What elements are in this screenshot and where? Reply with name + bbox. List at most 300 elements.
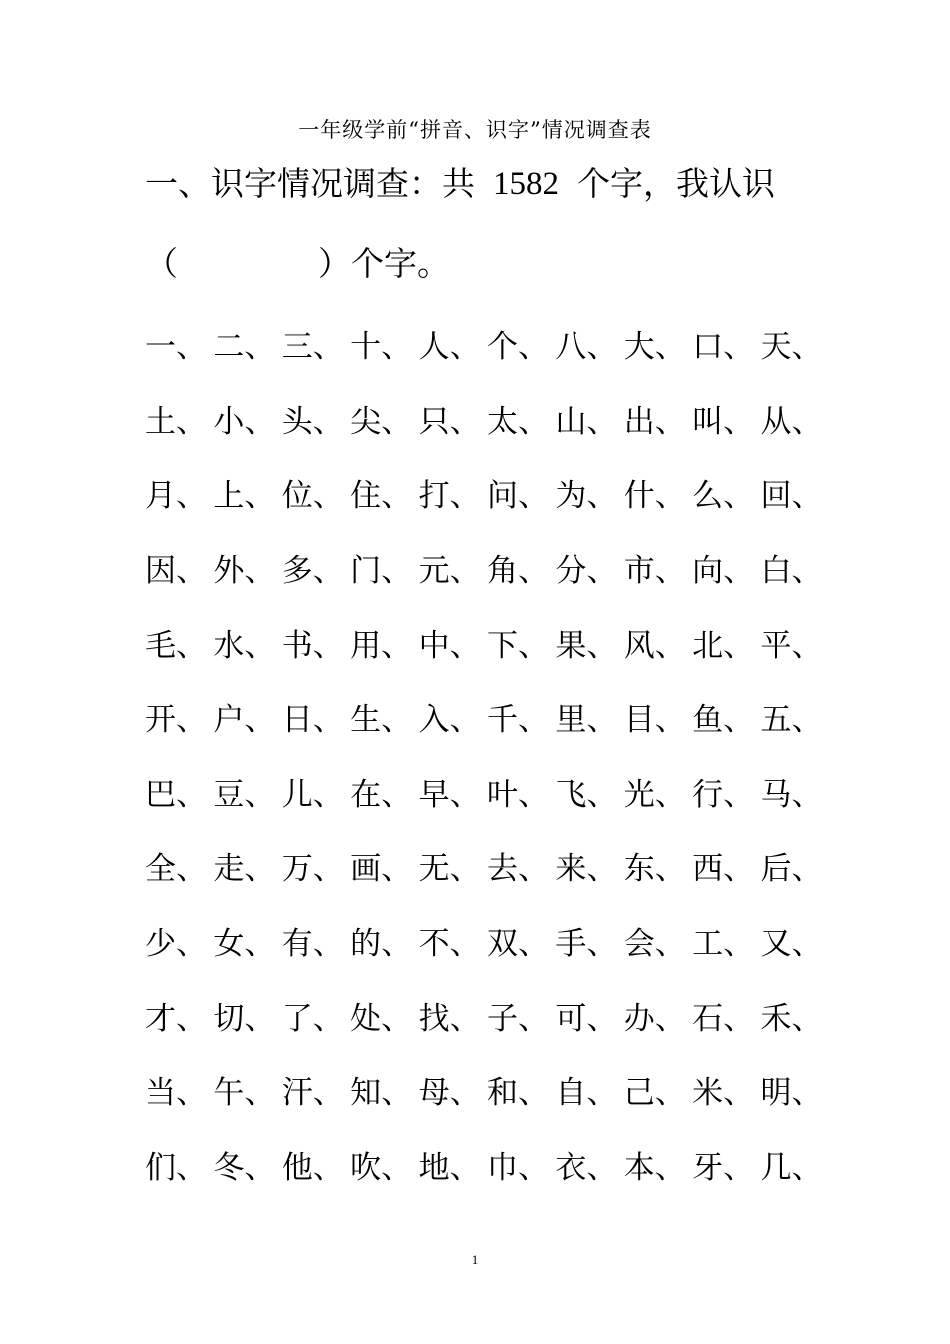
char-separator: 、 — [176, 851, 207, 888]
char-separator: 、 — [586, 851, 618, 888]
heading-prefix: 一、识字情况调查：共 — [145, 164, 475, 203]
char-item — [145, 398, 213, 446]
char-glyph: 办 — [623, 1000, 655, 1037]
char-glyph: 后 — [760, 851, 792, 888]
char-item — [624, 398, 692, 446]
char-item — [419, 1069, 487, 1117]
char-item — [282, 472, 350, 520]
char-separator: 、 — [791, 1000, 823, 1037]
char-item — [487, 845, 555, 893]
char-glyph: 用 — [350, 627, 382, 664]
char-separator: 、 — [791, 851, 823, 888]
char-item — [487, 995, 555, 1043]
section-heading — [145, 160, 825, 288]
char-item — [145, 696, 213, 744]
char-item — [692, 622, 760, 670]
char-separator: 、 — [723, 851, 755, 888]
char-item — [282, 771, 350, 819]
char-separator: 、 — [381, 329, 413, 366]
char-glyph: 什 — [623, 478, 655, 515]
char-item — [419, 995, 487, 1043]
char-row — [145, 1131, 835, 1206]
char-item — [692, 696, 760, 744]
char-separator: 、 — [244, 926, 276, 963]
char-separator: 、 — [517, 553, 549, 590]
char-item — [692, 547, 760, 595]
char-glyph: 米 — [692, 1075, 724, 1112]
char-separator: 、 — [449, 926, 481, 963]
char-item — [624, 1069, 692, 1117]
char-separator: 、 — [586, 553, 618, 590]
char-item — [419, 1144, 487, 1192]
char-glyph: 们 — [145, 1149, 176, 1186]
char-item — [761, 920, 829, 968]
char-item — [487, 1069, 555, 1117]
char-glyph: 天 — [760, 329, 792, 366]
char-row — [145, 1056, 835, 1131]
char-item — [350, 995, 418, 1043]
char-glyph: 出 — [623, 403, 655, 440]
char-item — [761, 622, 829, 670]
char-row — [145, 534, 835, 609]
char-separator: 、 — [654, 1075, 686, 1112]
char-glyph: 毛 — [145, 627, 176, 664]
char-glyph: 飞 — [555, 776, 587, 813]
char-separator: 、 — [723, 553, 755, 590]
char-item — [692, 323, 760, 371]
char-separator: 、 — [312, 1075, 344, 1112]
char-separator: 、 — [312, 553, 344, 590]
char-item — [419, 845, 487, 893]
char-glyph: 牙 — [692, 1149, 724, 1186]
char-glyph: 午 — [213, 1075, 245, 1112]
char-glyph: 母 — [418, 1075, 450, 1112]
char-separator: 、 — [517, 1000, 549, 1037]
char-glyph: 入 — [418, 702, 450, 739]
char-separator: 、 — [517, 1075, 549, 1112]
char-separator: 、 — [654, 776, 686, 813]
char-separator: 、 — [381, 627, 413, 664]
char-glyph: 无 — [418, 851, 450, 888]
char-item — [692, 845, 760, 893]
char-glyph: 几 — [760, 1149, 792, 1186]
char-glyph: 人 — [418, 329, 450, 366]
char-glyph: 向 — [692, 553, 724, 590]
char-separator: 、 — [449, 403, 481, 440]
char-separator: 、 — [723, 702, 755, 739]
char-separator: 、 — [654, 1000, 686, 1037]
char-separator: 、 — [517, 702, 549, 739]
char-glyph: 日 — [281, 702, 313, 739]
char-item — [692, 1069, 760, 1117]
char-glyph: 行 — [692, 776, 724, 813]
char-item — [350, 472, 418, 520]
char-separator: 、 — [723, 1149, 755, 1186]
char-item — [350, 1144, 418, 1192]
char-item — [350, 696, 418, 744]
char-separator: 、 — [654, 627, 686, 664]
char-separator: 、 — [586, 403, 618, 440]
char-separator: 、 — [449, 1000, 481, 1037]
char-item — [213, 1069, 281, 1117]
page-number: 1 — [471, 1252, 479, 1267]
char-separator: 、 — [244, 627, 276, 664]
char-item — [555, 696, 623, 744]
char-item — [555, 547, 623, 595]
char-item — [555, 771, 623, 819]
char-separator: 、 — [654, 329, 686, 366]
char-glyph: 头 — [281, 403, 313, 440]
char-item — [761, 547, 829, 595]
char-glyph: 女 — [213, 926, 245, 963]
char-glyph: 处 — [350, 1000, 382, 1037]
char-separator: 、 — [586, 926, 618, 963]
char-glyph: 己 — [623, 1075, 655, 1112]
char-glyph: 巾 — [486, 1149, 518, 1186]
char-item — [145, 472, 213, 520]
char-separator: 、 — [449, 329, 481, 366]
char-glyph: 石 — [692, 1000, 724, 1037]
char-item — [419, 771, 487, 819]
char-item — [487, 1144, 555, 1192]
char-glyph: 开 — [145, 702, 176, 739]
char-glyph: 知 — [350, 1075, 382, 1112]
char-glyph: 大 — [623, 329, 655, 366]
char-item — [692, 920, 760, 968]
char-separator: 、 — [723, 329, 755, 366]
char-row — [145, 459, 835, 534]
char-separator: 、 — [586, 329, 618, 366]
character-grid — [145, 310, 835, 1205]
char-separator: 、 — [312, 1149, 344, 1186]
char-item — [350, 771, 418, 819]
char-item — [624, 622, 692, 670]
char-separator: 、 — [449, 702, 481, 739]
char-glyph: 从 — [760, 403, 792, 440]
char-glyph: 外 — [213, 553, 245, 590]
char-item — [282, 1069, 350, 1117]
char-glyph: 有 — [281, 926, 313, 963]
char-separator: 、 — [449, 1075, 481, 1112]
char-separator: 、 — [517, 403, 549, 440]
char-separator: 、 — [517, 478, 549, 515]
char-glyph: 了 — [281, 1000, 313, 1037]
char-glyph: 角 — [486, 553, 518, 590]
char-item — [761, 845, 829, 893]
char-glyph: 口 — [692, 329, 724, 366]
char-glyph: 冬 — [213, 1149, 245, 1186]
char-glyph: 万 — [281, 851, 313, 888]
char-separator: 、 — [791, 1149, 823, 1186]
char-separator: 、 — [176, 403, 207, 440]
char-item — [213, 920, 281, 968]
char-separator: 、 — [723, 926, 755, 963]
char-separator: 、 — [586, 702, 618, 739]
char-row — [145, 981, 835, 1056]
char-separator: 、 — [791, 329, 823, 366]
char-item — [213, 771, 281, 819]
paren-open: （ — [145, 244, 178, 283]
char-separator: 、 — [176, 329, 207, 366]
char-glyph: 工 — [692, 926, 724, 963]
char-separator: 、 — [176, 627, 207, 664]
char-separator: 、 — [586, 1000, 618, 1037]
char-item — [145, 1144, 213, 1192]
char-separator: 、 — [312, 627, 344, 664]
char-item — [350, 920, 418, 968]
char-item — [282, 398, 350, 446]
char-glyph: 上 — [213, 478, 245, 515]
char-item — [555, 920, 623, 968]
char-row — [145, 907, 835, 982]
char-row — [145, 385, 835, 460]
char-item — [282, 323, 350, 371]
char-glyph: 少 — [145, 926, 176, 963]
char-glyph: 土 — [145, 403, 176, 440]
char-item — [555, 1069, 623, 1117]
char-item — [487, 771, 555, 819]
character-count: 1582 — [493, 166, 559, 202]
char-separator: 、 — [176, 1075, 207, 1112]
char-item — [350, 398, 418, 446]
char-separator: 、 — [176, 553, 207, 590]
char-glyph: 里 — [555, 702, 587, 739]
char-separator: 、 — [654, 702, 686, 739]
char-separator: 、 — [312, 851, 344, 888]
char-separator: 、 — [654, 1149, 686, 1186]
char-item — [692, 398, 760, 446]
char-item — [555, 398, 623, 446]
char-item — [350, 845, 418, 893]
char-glyph: 来 — [555, 851, 587, 888]
char-separator: 、 — [517, 926, 549, 963]
char-item — [692, 995, 760, 1043]
char-separator: 、 — [176, 1149, 207, 1186]
char-glyph: 户 — [213, 702, 245, 739]
char-separator: 、 — [244, 1075, 276, 1112]
char-item — [487, 696, 555, 744]
char-item — [213, 398, 281, 446]
char-item — [350, 323, 418, 371]
char-glyph: 衣 — [555, 1149, 587, 1186]
char-item — [624, 323, 692, 371]
char-separator: 、 — [586, 1149, 618, 1186]
char-separator: 、 — [586, 776, 618, 813]
char-item — [145, 771, 213, 819]
char-item — [624, 1144, 692, 1192]
char-separator: 、 — [791, 776, 823, 813]
char-glyph: 门 — [350, 553, 382, 590]
char-item — [555, 845, 623, 893]
char-glyph: 回 — [760, 478, 792, 515]
char-glyph: 走 — [213, 851, 245, 888]
char-separator: 、 — [517, 329, 549, 366]
char-glyph: 找 — [418, 1000, 450, 1037]
char-glyph: 二 — [213, 329, 245, 366]
char-separator: 、 — [381, 702, 413, 739]
heading-suffix: 个字，我认识 — [577, 164, 775, 203]
char-glyph: 早 — [418, 776, 450, 813]
char-separator: 、 — [723, 627, 755, 664]
char-glyph: 只 — [418, 403, 450, 440]
char-item — [213, 323, 281, 371]
char-separator: 、 — [517, 1149, 549, 1186]
char-row — [145, 758, 835, 833]
char-item — [761, 398, 829, 446]
char-item — [419, 547, 487, 595]
char-glyph: 才 — [145, 1000, 176, 1037]
char-separator: 、 — [723, 776, 755, 813]
char-separator: 、 — [176, 702, 207, 739]
char-item — [761, 1144, 829, 1192]
char-item — [624, 771, 692, 819]
char-separator: 、 — [654, 553, 686, 590]
char-item — [555, 995, 623, 1043]
char-glyph: 又 — [760, 926, 792, 963]
char-item — [419, 622, 487, 670]
char-item — [282, 622, 350, 670]
char-glyph: 平 — [760, 627, 792, 664]
char-glyph: 个 — [486, 329, 518, 366]
char-glyph: 鱼 — [692, 702, 724, 739]
char-glyph: 地 — [418, 1149, 450, 1186]
char-separator: 、 — [176, 478, 207, 515]
char-item — [624, 995, 692, 1043]
char-separator: 、 — [791, 553, 823, 590]
char-item — [761, 696, 829, 744]
char-separator: 、 — [312, 702, 344, 739]
char-separator: 、 — [244, 851, 276, 888]
char-item — [282, 920, 350, 968]
char-row — [145, 310, 835, 385]
char-glyph: 当 — [145, 1075, 176, 1112]
char-glyph: 元 — [418, 553, 450, 590]
char-item — [487, 920, 555, 968]
paren-close: ）个字。 — [318, 244, 450, 283]
char-separator: 、 — [244, 1000, 276, 1037]
heading-line-2 — [145, 240, 825, 288]
char-glyph: 本 — [623, 1149, 655, 1186]
char-glyph: 一 — [145, 329, 176, 366]
char-item — [213, 622, 281, 670]
heading-line-1 — [145, 160, 825, 208]
char-separator: 、 — [381, 926, 413, 963]
char-row — [145, 832, 835, 907]
char-item — [145, 920, 213, 968]
char-item — [487, 472, 555, 520]
char-separator: 、 — [244, 403, 276, 440]
char-item — [213, 1144, 281, 1192]
char-glyph: 中 — [418, 627, 450, 664]
char-glyph: 手 — [555, 926, 587, 963]
char-separator: 、 — [654, 851, 686, 888]
char-glyph: 五 — [760, 702, 792, 739]
char-item — [213, 547, 281, 595]
char-separator: 、 — [517, 851, 549, 888]
char-separator: 、 — [244, 1149, 276, 1186]
char-separator: 、 — [244, 478, 276, 515]
char-item — [145, 845, 213, 893]
char-separator: 、 — [723, 1000, 755, 1037]
char-item — [624, 472, 692, 520]
char-glyph: 东 — [623, 851, 655, 888]
char-row — [145, 608, 835, 683]
char-separator: 、 — [723, 403, 755, 440]
char-separator: 、 — [381, 1075, 413, 1112]
char-separator: 、 — [791, 702, 823, 739]
char-glyph: 不 — [418, 926, 450, 963]
char-glyph: 吹 — [350, 1149, 382, 1186]
char-separator: 、 — [312, 1000, 344, 1037]
char-item — [761, 1069, 829, 1117]
char-separator: 、 — [791, 926, 823, 963]
char-separator: 、 — [449, 478, 481, 515]
char-separator: 、 — [176, 926, 207, 963]
char-item — [419, 472, 487, 520]
char-item — [145, 547, 213, 595]
char-glyph: 分 — [555, 553, 587, 590]
char-glyph: 切 — [213, 1000, 245, 1037]
char-item — [350, 1069, 418, 1117]
char-separator: 、 — [312, 478, 344, 515]
char-separator: 、 — [244, 329, 276, 366]
char-glyph: 生 — [350, 702, 382, 739]
char-glyph: 光 — [623, 776, 655, 813]
char-separator: 、 — [381, 1149, 413, 1186]
char-separator: 、 — [381, 776, 413, 813]
char-glyph: 为 — [555, 478, 587, 515]
char-item — [624, 845, 692, 893]
char-separator: 、 — [654, 478, 686, 515]
char-glyph: 会 — [623, 926, 655, 963]
char-glyph: 明 — [760, 1075, 792, 1112]
char-separator: 、 — [449, 1149, 481, 1186]
char-glyph: 叫 — [692, 403, 724, 440]
char-glyph: 马 — [760, 776, 792, 813]
char-item — [555, 323, 623, 371]
char-separator: 、 — [381, 553, 413, 590]
char-glyph: 因 — [145, 553, 176, 590]
char-separator: 、 — [449, 553, 481, 590]
char-glyph: 么 — [692, 478, 724, 515]
char-glyph: 山 — [555, 403, 587, 440]
char-separator: 、 — [381, 1000, 413, 1037]
char-glyph: 位 — [281, 478, 313, 515]
char-item — [213, 995, 281, 1043]
char-glyph: 果 — [555, 627, 587, 664]
char-glyph: 叶 — [486, 776, 518, 813]
char-item — [350, 622, 418, 670]
char-glyph: 十 — [350, 329, 382, 366]
char-glyph: 千 — [486, 702, 518, 739]
char-item — [282, 696, 350, 744]
char-glyph: 水 — [213, 627, 245, 664]
char-glyph: 书 — [281, 627, 313, 664]
char-item — [145, 323, 213, 371]
char-glyph: 巴 — [145, 776, 176, 813]
char-glyph: 可 — [555, 1000, 587, 1037]
char-glyph: 住 — [350, 478, 382, 515]
char-glyph: 月 — [145, 478, 176, 515]
char-item — [419, 920, 487, 968]
char-separator: 、 — [176, 1000, 207, 1037]
char-item — [282, 995, 350, 1043]
char-item — [624, 920, 692, 968]
char-separator: 、 — [176, 776, 207, 813]
char-glyph: 双 — [486, 926, 518, 963]
char-item — [487, 547, 555, 595]
char-separator: 、 — [312, 776, 344, 813]
